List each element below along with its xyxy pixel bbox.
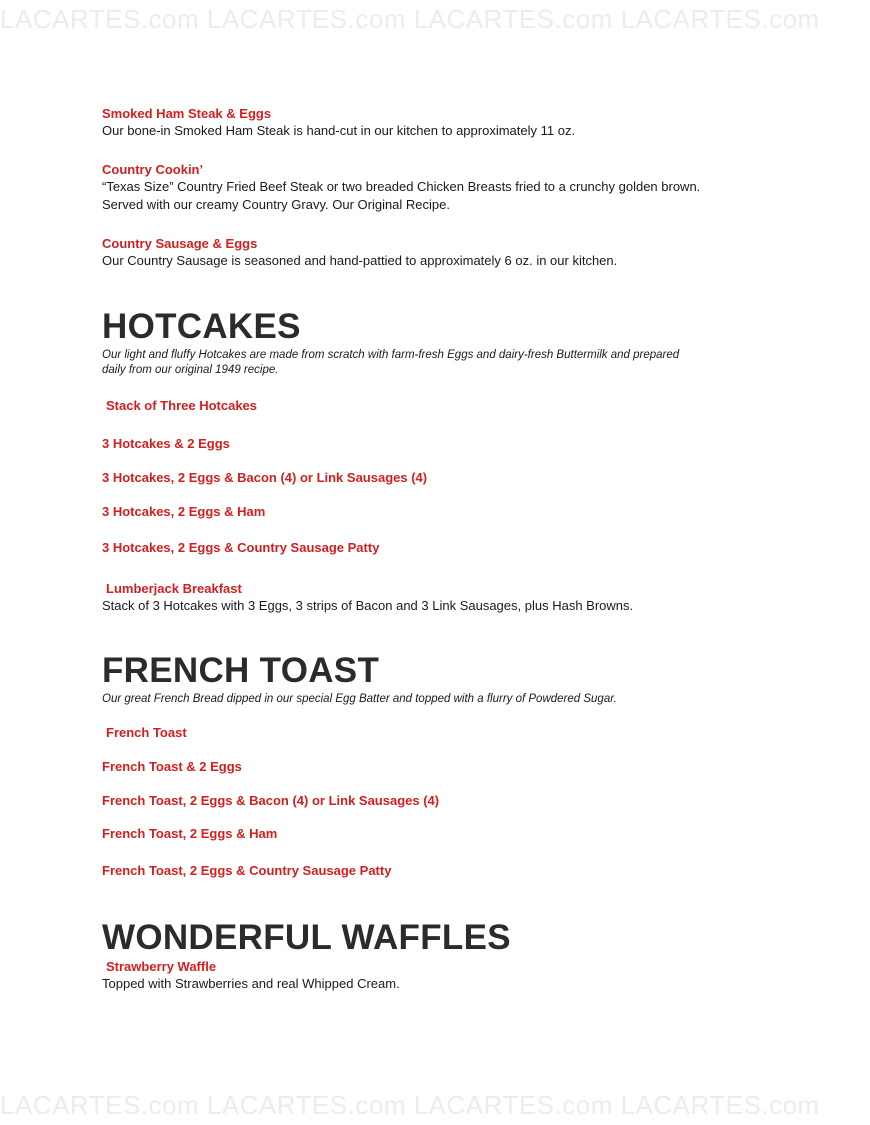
menu-item-name: Stack of Three Hotcakes — [106, 398, 258, 413]
menu-item-name: Smoked Ham Steak & Eggs — [102, 106, 272, 121]
menu-item-description: Our Country Sausage is seasoned and hand-pattied to approximately 6 oz. in our kitchen. — [102, 253, 618, 268]
menu-item-name: Strawberry Waffle — [106, 959, 217, 974]
menu-item-name: Country Cookin’ — [102, 162, 204, 177]
section-intro: daily from our original 1949 recipe. — [102, 364, 279, 376]
menu-item-description: Served with our creamy Country Gravy. Our Original Recipe. — [102, 197, 450, 212]
menu-item-name: 3 Hotcakes, 2 Eggs & Ham — [102, 504, 266, 519]
menu-item-name: 3 Hotcakes, 2 Eggs & Country Sausage Patty — [102, 540, 380, 555]
watermark-top: LACARTES.com LACARTES.com LACARTES.com LACARTES.com — [0, 4, 820, 34]
menu-item-name: French Toast, 2 Eggs & Ham — [102, 826, 278, 841]
section-heading-hotcakes: HOTCAKES — [102, 307, 301, 346]
menu-item-name: French Toast, 2 Eggs & Bacon (4) or Link Sausages (4) — [102, 793, 440, 808]
menu-item-name: French Toast & 2 Eggs — [102, 759, 242, 774]
section-heading-french-toast: FRENCH TOAST — [102, 651, 380, 690]
watermark-bottom: LACARTES.com LACARTES.com LACARTES.com LACARTES.com — [0, 1090, 820, 1120]
section-intro: Our light and fluffy Hotcakes are made from scratch with farm-fresh Eggs and dairy-fresh Buttermilk and prepared — [102, 349, 680, 361]
menu-item-name: French Toast — [106, 725, 187, 740]
menu-item-name: 3 Hotcakes, 2 Eggs & Bacon (4) or Link Sausages (4) — [102, 470, 428, 485]
menu-item-description: “Texas Size” Country Fried Beef Steak or two breaded Chicken Breasts fried to a crunchy golden brown. — [102, 179, 701, 194]
menu-item-description: Stack of 3 Hotcakes with 3 Eggs, 3 strips of Bacon and 3 Link Sausages, plus Hash Browns. — [102, 598, 634, 613]
section-intro: Our great French Bread dipped in our special Egg Batter and topped with a flurry of Powdered Sugar. — [102, 693, 617, 705]
menu-item-name: French Toast, 2 Eggs & Country Sausage Patty — [102, 863, 392, 878]
menu-item-name: Country Sausage & Eggs — [102, 236, 258, 251]
menu-item-name: 3 Hotcakes & 2 Eggs — [102, 436, 230, 451]
section-heading-waffles: WONDERFUL WAFFLES — [102, 918, 511, 957]
menu-item-description: Topped with Strawberries and real Whipped Cream. — [102, 976, 400, 991]
menu-item-description: Our bone-in Smoked Ham Steak is hand-cut in our kitchen to approximately 11 oz. — [102, 123, 576, 138]
menu-item-name: Lumberjack Breakfast — [106, 581, 242, 596]
